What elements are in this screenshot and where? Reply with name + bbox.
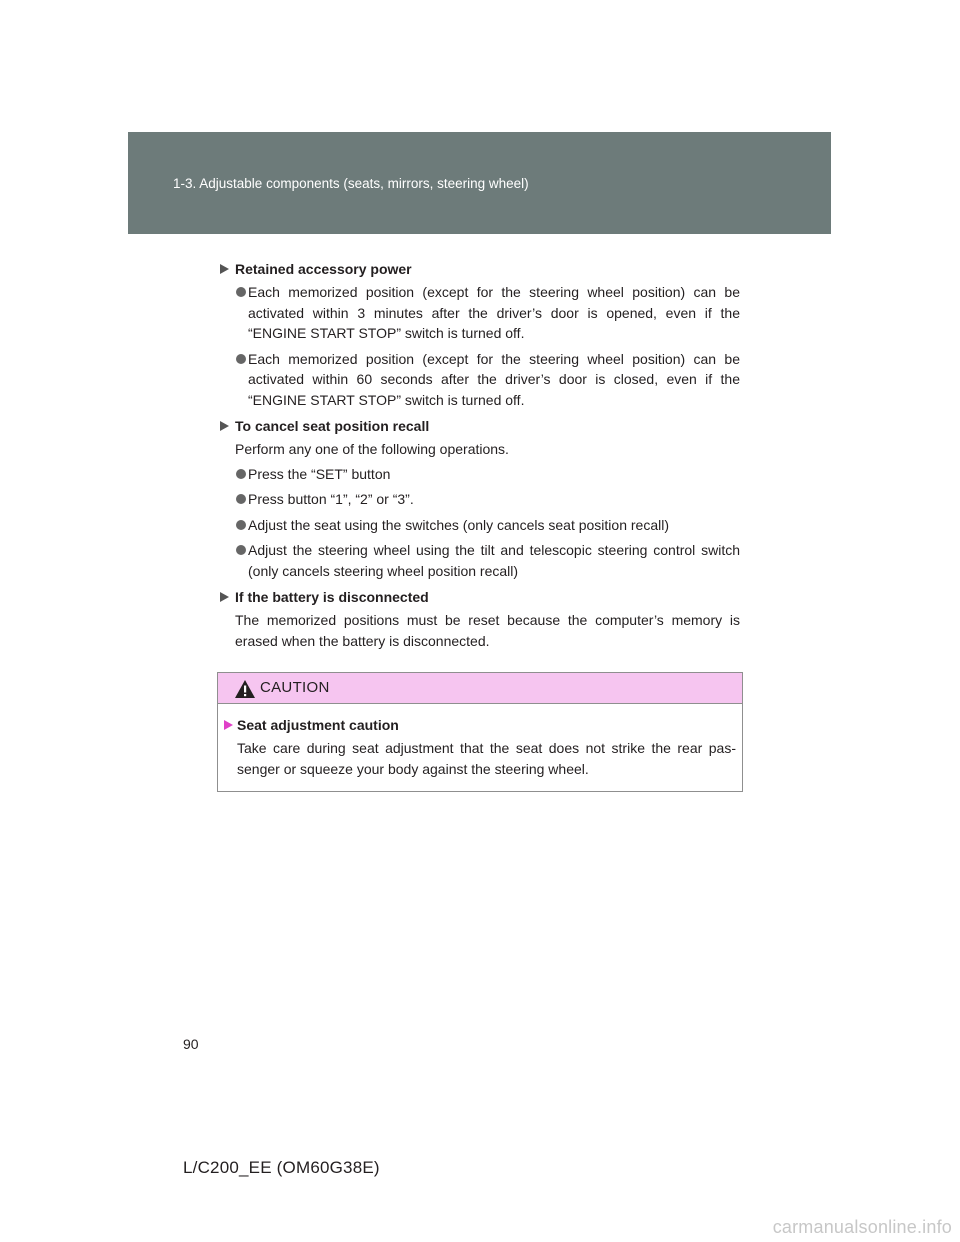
bullet-dot-icon xyxy=(236,287,246,297)
section-heading: To cancel seat position recall xyxy=(218,415,740,437)
warning-icon xyxy=(234,679,256,699)
caution-label: CAUTION xyxy=(260,679,330,696)
bullet-dot-icon xyxy=(236,354,246,364)
document-code: L/C200_EE (OM60G38E) xyxy=(183,1158,380,1177)
page-number: 90 xyxy=(183,1036,199,1052)
chapter-header-band xyxy=(128,132,831,234)
main-content xyxy=(218,258,740,655)
list-item: Press button “1”, “2” or “3”. xyxy=(218,489,740,510)
list-item: Press the “SET” button xyxy=(218,464,740,485)
section-text: The memorized positions must be reset because the computer’s memory is erased when the battery is disconnected. xyxy=(235,612,740,649)
triangle-marker-icon xyxy=(220,592,229,602)
section-cancel-seat-position-recall xyxy=(218,415,740,581)
section-heading: If the battery is disconnected xyxy=(218,586,740,608)
list-item: Adjust the seat using the switches (only cancels seat position recall) xyxy=(218,515,740,536)
bullet-dot-icon xyxy=(236,545,246,555)
caution-header xyxy=(218,673,742,704)
triangle-marker-icon xyxy=(224,720,233,730)
caution-box xyxy=(217,672,743,792)
bullet-dot-icon xyxy=(236,494,246,504)
section-battery-disconnected xyxy=(218,586,740,651)
list-item: Adjust the steering wheel using the tilt and telescopic steering control switch (only cancels steering wheel position recall) xyxy=(218,540,740,581)
list-item: Each memorized position (except for the steering wheel position) can be activated within 3 minutes after the driver’s door is opened, even if the “ENGINE START STOP” switch is turned off. xyxy=(218,282,740,344)
caution-text: Take care during seat adjustment that the seat does not strike the rear pas-senger or squeeze your body against the steering wheel. xyxy=(237,740,736,777)
section-retained-accessory-power xyxy=(218,258,740,410)
section-text: Perform any one of the following operations. xyxy=(235,441,509,457)
bullet-dot-icon xyxy=(236,469,246,479)
bullet-dot-icon xyxy=(236,520,246,530)
watermark-text: carmanualsonline.info xyxy=(772,1217,952,1237)
section-heading: Retained accessory power xyxy=(218,258,740,280)
caution-heading: Seat adjustment caution xyxy=(218,714,742,736)
chapter-title: 1-3. Adjustable components (seats, mirrors, steering wheel) xyxy=(173,176,529,191)
list-item: Each memorized position (except for the steering wheel position) can be activated within 60 seconds after the driver’s door is closed, even if the “ENGINE START STOP” switch is turned off. xyxy=(218,349,740,411)
caution-body xyxy=(218,704,742,779)
triangle-marker-icon xyxy=(220,264,229,274)
triangle-marker-icon xyxy=(220,421,229,431)
